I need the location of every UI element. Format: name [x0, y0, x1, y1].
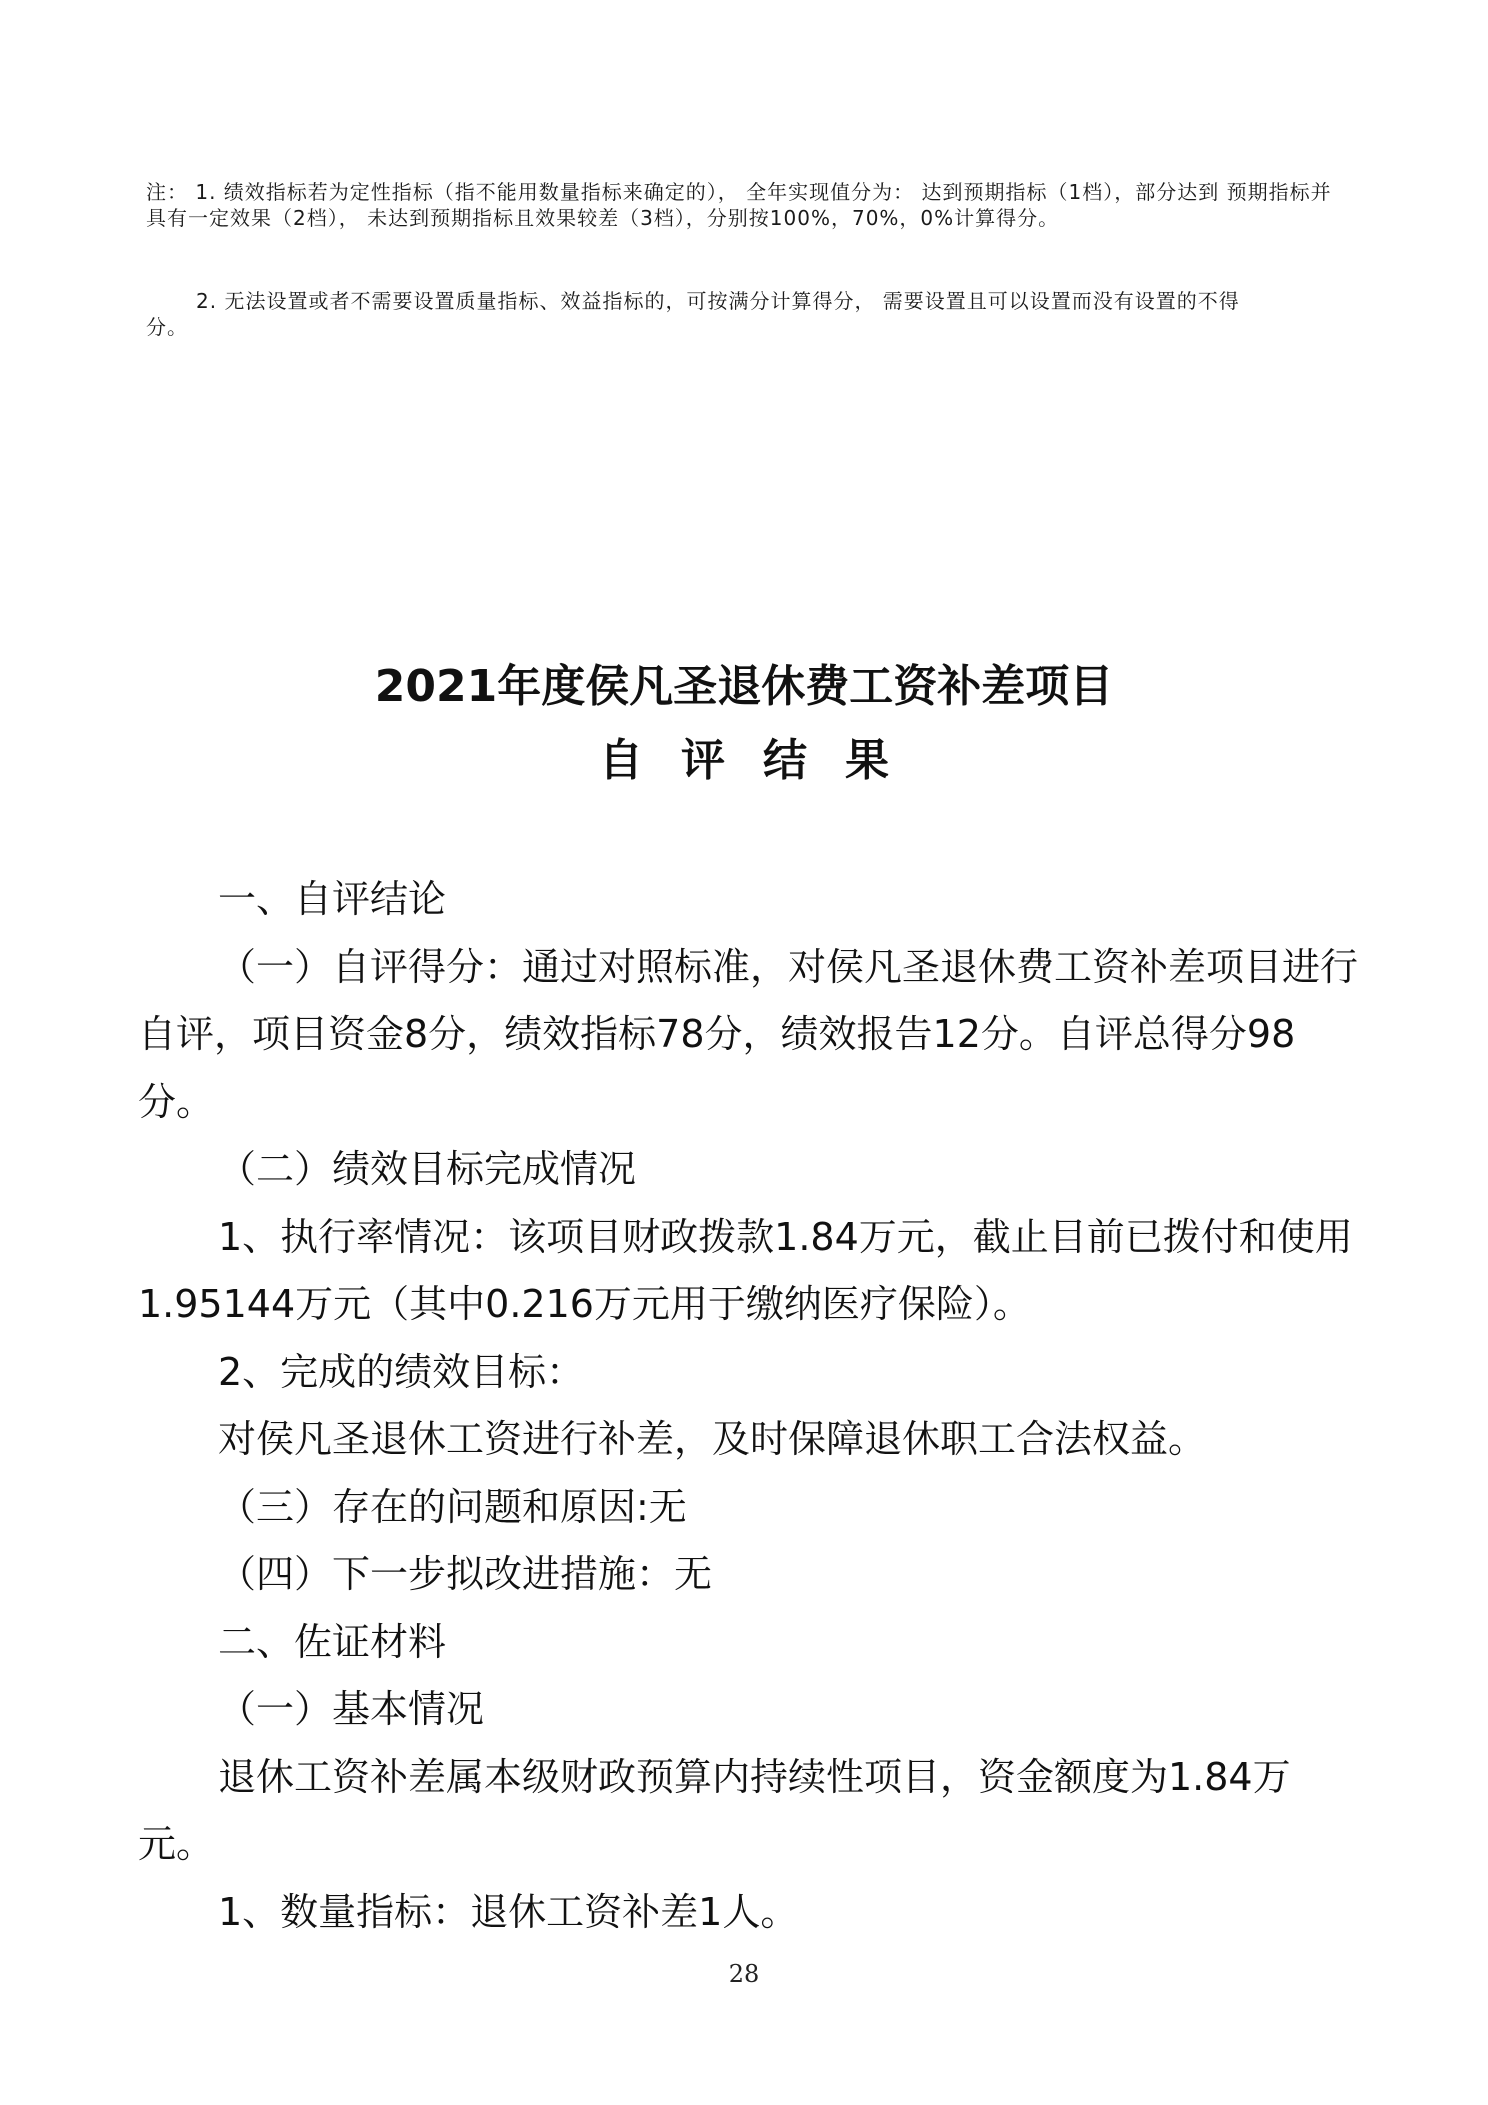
- page-number: 28: [728, 1960, 760, 1988]
- paragraph: （一）自评得分：通过对照标准，对侯凡圣退休费工资补差项目进行自评，项目资金8分，绩效指标78分，绩效报告12分。自评总得分98分。: [138, 944, 1359, 1124]
- footnote-2-text: 2. 无法设置或者不需要设置质量指标、效益指标的，可按满分计算得分， 需要设置且可以设置而没有设置的不得: [196, 289, 1240, 313]
- paragraph: 1、执行率情况：该项目财政拨款1.84万元，截止目前已拨付和使用1.95144万元（其中0.216万元用于缴纳医疗保险）。: [138, 1214, 1353, 1326]
- paragraph: 2、完成的绩效目标：: [218, 1349, 585, 1394]
- paragraph: 1、数量指标：退休工资补差1人。: [218, 1889, 799, 1934]
- paragraph: 退休工资补差属本级财政预算内持续性项目，资金额度为1.84万元。: [138, 1754, 1291, 1866]
- document-body: [138, 866, 1358, 1946]
- footnote-2: [146, 288, 1346, 340]
- footnote-1: [146, 179, 1346, 231]
- footnote-1-text: 注： 1. 绩效指标若为定性指标（指不能用数量指标来确定的）， 全年实现值分为： 达到预期指标（1档），部分达到 预期指标并具有一定效果（2档）， 未达到预期指标且效果较差（3档），分别按100%，70%，0%计算得分。: [146, 180, 1332, 230]
- paragraph: （三）存在的问题和原因:无: [218, 1484, 687, 1529]
- section-heading: 二、佐证材料: [218, 1619, 447, 1664]
- footnote-2-tail: 分。: [146, 315, 188, 339]
- subsection-heading: （二）绩效目标完成情况: [218, 1147, 637, 1191]
- paragraph: 对侯凡圣退休工资进行补差，及时保障退休职工合法权益。: [218, 1417, 1207, 1461]
- document-title: 2021年度侯凡圣退休费工资补差项目: [374, 661, 1114, 712]
- section-heading: 一、自评结论: [218, 877, 447, 921]
- paragraph: （四）下一步拟改进措施：无: [218, 1552, 713, 1596]
- subsection-heading: （一）基本情况: [218, 1687, 485, 1731]
- document-subtitle: 自评结果: [599, 735, 927, 786]
